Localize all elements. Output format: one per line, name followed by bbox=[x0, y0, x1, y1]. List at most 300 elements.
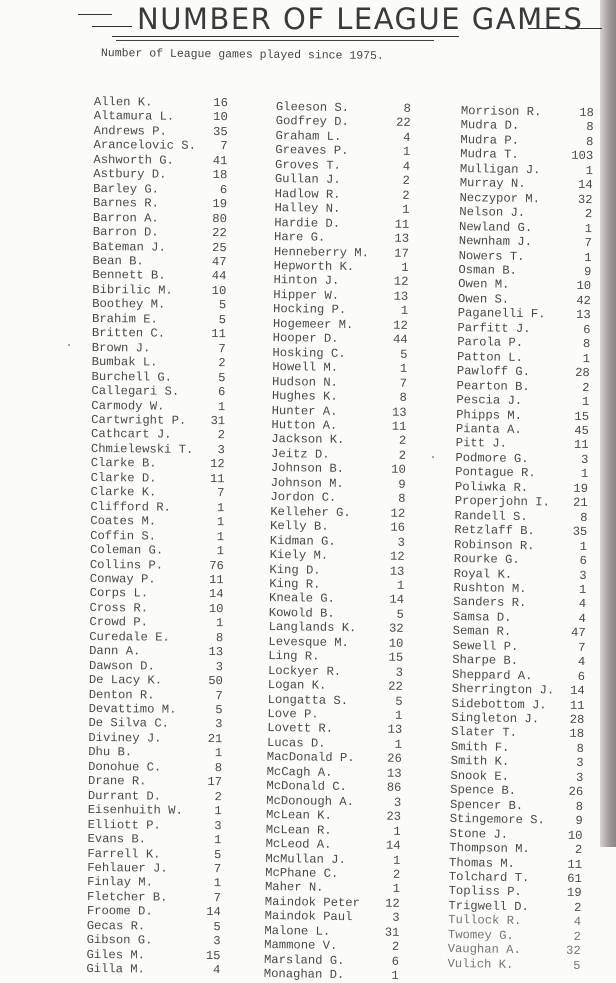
games-count: 22 bbox=[395, 116, 411, 131]
player-row bbox=[90, 586, 224, 602]
games-count: 2 bbox=[584, 207, 593, 222]
games-count: 80 bbox=[212, 211, 227, 226]
player-column-3 bbox=[447, 104, 594, 973]
games-count: 17 bbox=[207, 775, 223, 790]
games-count: 11 bbox=[209, 471, 225, 486]
player-name: Barnes R. bbox=[92, 196, 159, 211]
player-row bbox=[89, 615, 223, 631]
games-count: 12 bbox=[393, 275, 409, 290]
player-name: McLeod A. bbox=[265, 837, 332, 852]
games-count: 8 bbox=[585, 134, 594, 149]
games-count: 11 bbox=[211, 327, 226, 342]
games-count: 45 bbox=[574, 423, 589, 439]
player-name: Maindok Peter bbox=[264, 894, 360, 911]
player-name: Parola P. bbox=[457, 335, 524, 351]
player-row bbox=[87, 847, 221, 863]
games-count: 31 bbox=[210, 413, 226, 429]
player-row bbox=[88, 789, 222, 805]
games-count: 5 bbox=[218, 370, 226, 385]
games-count: 2 bbox=[574, 842, 583, 858]
games-count: 6 bbox=[218, 385, 226, 400]
games-count: 44 bbox=[392, 332, 408, 348]
player-name: Froome D. bbox=[86, 904, 153, 919]
player-row bbox=[92, 297, 226, 313]
games-count: 2 bbox=[573, 929, 582, 944]
games-count: 7 bbox=[399, 376, 408, 391]
player-row bbox=[93, 167, 227, 183]
player-name: Kelleher G. bbox=[270, 504, 351, 520]
games-count: 10 bbox=[388, 636, 404, 651]
player-name: Corps L. bbox=[89, 586, 149, 601]
player-name: Nelson J. bbox=[459, 205, 526, 221]
player-name: Crowd P. bbox=[89, 615, 148, 630]
games-count: 1 bbox=[585, 163, 594, 178]
page-subtitle: Number of League games played since 1975. bbox=[100, 47, 384, 63]
games-count: 13 bbox=[387, 723, 403, 738]
games-count: 32 bbox=[388, 621, 404, 637]
player-name: Cartwright P. bbox=[91, 412, 187, 428]
player-row bbox=[92, 326, 226, 342]
games-count: 19 bbox=[573, 481, 589, 496]
player-row bbox=[91, 456, 225, 472]
games-count: 18 bbox=[579, 105, 594, 121]
games-count: 8 bbox=[215, 630, 224, 645]
player-name: Mudra T. bbox=[460, 147, 519, 163]
games-count: 1 bbox=[216, 515, 225, 530]
player-name: Properjohn I. bbox=[454, 494, 550, 510]
player-name: King R. bbox=[269, 576, 321, 592]
games-count: 1 bbox=[399, 361, 408, 377]
games-count: 5 bbox=[213, 847, 222, 862]
player-name: Durrant D. bbox=[87, 788, 162, 804]
player-name: Hutton A. bbox=[271, 417, 338, 433]
player-name: Clarke D. bbox=[90, 470, 157, 486]
player-name: Twomey G. bbox=[447, 927, 514, 943]
player-name: Kidman G. bbox=[269, 533, 336, 549]
games-count: 50 bbox=[208, 674, 223, 689]
games-count: 14 bbox=[570, 683, 585, 699]
games-count: 10 bbox=[208, 601, 224, 617]
player-name: Boothey M. bbox=[92, 297, 166, 312]
player-name: Spence B. bbox=[450, 783, 517, 799]
player-name: Johnson M. bbox=[270, 475, 344, 491]
games-count: 8 bbox=[575, 799, 584, 814]
games-count: 9 bbox=[398, 477, 406, 492]
player-name: Robinson R. bbox=[453, 537, 535, 553]
games-count: 8 bbox=[576, 741, 584, 756]
player-name: Andrews P. bbox=[93, 123, 167, 139]
player-name: Newland G. bbox=[458, 219, 533, 235]
player-name: Neczypor M. bbox=[459, 190, 541, 206]
player-row bbox=[90, 485, 224, 501]
games-count: 3 bbox=[575, 770, 584, 785]
player-row bbox=[90, 557, 224, 573]
games-count: 1 bbox=[391, 968, 399, 983]
games-count: 1 bbox=[396, 578, 405, 593]
games-count: 5 bbox=[218, 298, 227, 313]
player-name: McDonald C. bbox=[266, 779, 347, 795]
player-name: Elliott P. bbox=[87, 817, 161, 833]
page-binding-shadow bbox=[600, 0, 616, 847]
games-count: 15 bbox=[574, 409, 590, 424]
games-count: 1 bbox=[580, 467, 589, 482]
player-name: Podmore G. bbox=[455, 450, 529, 466]
player-row bbox=[94, 109, 228, 125]
player-name: Monaghan D. bbox=[263, 967, 345, 983]
player-name: Singleton J. bbox=[451, 710, 540, 727]
games-count: 10 bbox=[567, 828, 583, 843]
player-name: Drane R. bbox=[87, 774, 147, 789]
player-row bbox=[86, 948, 220, 964]
player-row bbox=[89, 673, 223, 689]
games-count: 1 bbox=[584, 221, 593, 236]
player-name: Love P. bbox=[267, 706, 319, 722]
games-count: 11 bbox=[569, 698, 585, 713]
player-name: Collins P. bbox=[89, 557, 164, 573]
player-name: Groves T. bbox=[274, 157, 342, 173]
player-name: Vulich K. bbox=[447, 956, 514, 972]
games-count: 7 bbox=[215, 688, 223, 703]
player-row bbox=[93, 225, 227, 241]
games-count: 1 bbox=[582, 351, 591, 366]
games-count: 14 bbox=[577, 178, 593, 193]
games-count: 13 bbox=[208, 645, 224, 660]
games-count: 1 bbox=[392, 853, 401, 868]
player-name: Nowers T. bbox=[458, 248, 525, 264]
player-row bbox=[93, 138, 227, 154]
player-name: Stingemore S. bbox=[449, 812, 545, 828]
player-row bbox=[89, 644, 223, 660]
games-count: 4 bbox=[577, 655, 586, 670]
player-name: Snook E. bbox=[450, 768, 510, 784]
games-count: 61 bbox=[567, 871, 582, 887]
player-name: Sidebottom J. bbox=[451, 696, 547, 712]
player-name: Mudra D. bbox=[460, 118, 520, 134]
player-name: Evans B. bbox=[87, 832, 147, 847]
games-count: 9 bbox=[575, 814, 583, 829]
player-name: Langlands K. bbox=[268, 620, 357, 636]
title-rule-left bbox=[78, 14, 112, 15]
games-count: 19 bbox=[566, 886, 582, 901]
player-name: Bibrilic M. bbox=[92, 282, 173, 298]
games-count: 3 bbox=[576, 756, 584, 771]
player-row bbox=[92, 283, 226, 299]
games-count: 8 bbox=[582, 337, 591, 352]
games-count: 18 bbox=[212, 168, 228, 183]
player-name: King D. bbox=[269, 562, 321, 578]
games-count: 32 bbox=[565, 944, 581, 959]
player-name: MacDonald P. bbox=[266, 750, 355, 766]
player-row bbox=[88, 716, 222, 732]
games-count: 3 bbox=[579, 568, 587, 583]
games-count: 13 bbox=[393, 289, 409, 304]
player-row bbox=[91, 384, 225, 400]
games-count: 16 bbox=[213, 96, 228, 111]
player-name: Longatta S. bbox=[267, 692, 349, 708]
games-count: 8 bbox=[214, 760, 223, 775]
player-row bbox=[93, 182, 227, 198]
player-name: Spencer B. bbox=[449, 797, 524, 813]
title-block bbox=[0, 2, 616, 46]
player-name: Retzlaff B. bbox=[454, 523, 535, 539]
player-name: Giles M. bbox=[86, 947, 146, 963]
games-count: 8 bbox=[398, 491, 406, 507]
player-name: Greaves P. bbox=[275, 143, 349, 159]
player-name: Rushton M. bbox=[453, 580, 527, 597]
player-row bbox=[89, 688, 223, 704]
player-name: Smith K. bbox=[450, 754, 510, 770]
player-name: Ling R. bbox=[268, 649, 320, 664]
player-name: De Silva C. bbox=[88, 716, 170, 732]
player-name: Clarke B. bbox=[90, 456, 157, 471]
player-name: Clifford R. bbox=[90, 499, 171, 515]
games-count: 3 bbox=[215, 717, 223, 732]
player-name: Sherrington J. bbox=[451, 682, 555, 698]
games-count: 26 bbox=[387, 752, 402, 767]
player-name: Chmielewski T. bbox=[90, 441, 194, 457]
games-count: 12 bbox=[393, 318, 408, 333]
player-row bbox=[90, 500, 224, 516]
player-name: Stone J. bbox=[449, 826, 509, 842]
games-count: 5 bbox=[218, 312, 227, 327]
games-count: 3 bbox=[214, 818, 222, 833]
player-name: Thompson M. bbox=[449, 841, 530, 857]
player-name: Coffin S. bbox=[90, 528, 157, 544]
games-count: 21 bbox=[572, 496, 588, 511]
games-count: 76 bbox=[209, 558, 224, 573]
games-count: 2 bbox=[582, 380, 590, 395]
player-name: Devattimo M. bbox=[88, 702, 177, 717]
player-row bbox=[90, 529, 224, 545]
title-rule-left-lower bbox=[92, 26, 132, 27]
player-row bbox=[88, 745, 222, 761]
games-count: 6 bbox=[577, 669, 586, 684]
player-name: Brahim E. bbox=[91, 311, 158, 327]
player-row bbox=[264, 967, 399, 983]
title-underline bbox=[112, 36, 459, 37]
player-name: Lucas D. bbox=[266, 735, 326, 751]
player-name: Topliss P. bbox=[448, 884, 522, 900]
player-name: Ashworth G. bbox=[93, 152, 174, 168]
games-count: 11 bbox=[209, 572, 224, 588]
games-count: 1 bbox=[579, 539, 588, 554]
player-name: Hadlow R. bbox=[274, 186, 341, 202]
games-count: 5 bbox=[215, 703, 223, 718]
games-count: 2 bbox=[391, 939, 400, 955]
games-count: 18 bbox=[569, 727, 585, 742]
player-row bbox=[90, 572, 224, 588]
games-count: 12 bbox=[389, 549, 405, 564]
player-name: Pearton B. bbox=[456, 378, 530, 394]
player-name: Morrison R. bbox=[460, 104, 542, 120]
player-name: McMullan J. bbox=[265, 851, 346, 867]
games-count: 3 bbox=[395, 665, 404, 680]
player-row bbox=[94, 124, 228, 140]
player-row bbox=[89, 630, 223, 646]
games-count: 5 bbox=[395, 694, 403, 709]
player-row bbox=[92, 254, 226, 270]
games-count: 5 bbox=[213, 919, 221, 934]
title-underline-second bbox=[116, 40, 434, 41]
player-row bbox=[87, 904, 221, 920]
games-count: 7 bbox=[213, 862, 222, 877]
player-name: Halley N. bbox=[274, 201, 341, 217]
player-row bbox=[93, 211, 227, 227]
player-name: Hipper W. bbox=[273, 287, 340, 303]
games-count: 3 bbox=[217, 442, 225, 458]
player-row bbox=[88, 803, 222, 819]
games-count: 41 bbox=[212, 153, 228, 168]
player-row bbox=[92, 341, 226, 357]
games-count: 1 bbox=[213, 876, 222, 891]
games-count: 4 bbox=[212, 963, 221, 978]
player-name: Owen S. bbox=[457, 291, 510, 307]
player-name: Gullan J. bbox=[274, 172, 341, 188]
games-count: 28 bbox=[569, 712, 585, 728]
games-count: 2 bbox=[398, 434, 407, 449]
player-row bbox=[89, 601, 223, 617]
games-count: 14 bbox=[389, 593, 405, 608]
games-count: 28 bbox=[575, 365, 590, 381]
player-name: Coleman G. bbox=[89, 543, 164, 558]
games-count: 22 bbox=[388, 679, 403, 694]
player-name: Brown J. bbox=[91, 340, 151, 356]
stray-mark bbox=[432, 456, 434, 458]
games-count: 6 bbox=[583, 322, 591, 337]
player-name: Callegari S. bbox=[91, 384, 180, 399]
player-name: Kneale G. bbox=[268, 591, 335, 607]
player-name: Newnham J. bbox=[458, 234, 533, 250]
player-name: Johnson B. bbox=[270, 461, 345, 477]
player-name: Hudson N. bbox=[271, 374, 338, 390]
games-count: 4 bbox=[402, 159, 411, 174]
games-count: 2 bbox=[218, 356, 226, 371]
player-name: De Lacy K. bbox=[88, 673, 163, 688]
games-count: 14 bbox=[206, 905, 221, 920]
player-name: Graham L. bbox=[275, 128, 342, 144]
player-name: Seman R. bbox=[452, 624, 512, 640]
player-row bbox=[91, 399, 225, 415]
player-name: Bateman J. bbox=[92, 239, 166, 255]
games-count: 2 bbox=[217, 428, 226, 443]
games-count: 1 bbox=[402, 145, 411, 160]
games-count: 86 bbox=[386, 780, 402, 796]
title-rule-right bbox=[528, 28, 602, 29]
games-count: 1 bbox=[581, 395, 590, 410]
player-name: Hardie D. bbox=[274, 215, 341, 231]
games-count: 5 bbox=[573, 958, 581, 973]
games-count: 1 bbox=[217, 500, 225, 515]
games-count: 1 bbox=[216, 544, 225, 559]
games-count: 1 bbox=[394, 708, 403, 723]
games-count: 12 bbox=[390, 506, 406, 521]
games-count: 10 bbox=[213, 110, 228, 125]
player-name: Hocking P. bbox=[272, 302, 347, 318]
player-name: Vaughan A. bbox=[447, 942, 521, 958]
player-name: Dawson D. bbox=[88, 658, 155, 674]
games-count: 11 bbox=[567, 857, 583, 872]
player-name: Hinton J. bbox=[273, 273, 340, 289]
games-count: 11 bbox=[573, 438, 589, 453]
player-row bbox=[92, 312, 226, 328]
player-name: Rourke G. bbox=[453, 551, 520, 568]
player-name: Mudra P. bbox=[460, 132, 520, 148]
games-count: 35 bbox=[212, 124, 228, 140]
player-row bbox=[91, 413, 225, 429]
player-name: Slater T. bbox=[451, 725, 518, 741]
player-name: Hepworth K. bbox=[273, 258, 355, 275]
games-count: 15 bbox=[205, 948, 221, 963]
player-row bbox=[89, 659, 223, 675]
games-count: 7 bbox=[213, 890, 222, 906]
games-count: 16 bbox=[390, 520, 406, 535]
player-name: Jackson K. bbox=[271, 432, 345, 448]
player-name: Hooper D. bbox=[272, 331, 339, 347]
games-count: 8 bbox=[586, 120, 594, 135]
player-name: Cathcart J. bbox=[90, 427, 172, 443]
games-count: 7 bbox=[578, 640, 586, 655]
games-count: 1 bbox=[400, 304, 409, 319]
player-row bbox=[93, 196, 227, 212]
games-count: 1 bbox=[214, 833, 222, 848]
games-count: 19 bbox=[212, 197, 228, 212]
games-count: 8 bbox=[399, 390, 407, 405]
player-name: Carmody W. bbox=[91, 398, 165, 414]
games-count: 3 bbox=[393, 795, 402, 810]
games-count: 15 bbox=[388, 650, 404, 666]
player-name: Kelly B. bbox=[269, 519, 329, 534]
games-count: 26 bbox=[568, 785, 584, 800]
player-name: Henneberry M. bbox=[273, 244, 370, 260]
player-name: Coates M. bbox=[90, 514, 157, 529]
games-count: 47 bbox=[570, 626, 586, 641]
player-name: Tullock R. bbox=[448, 913, 522, 929]
player-name: Farrell K. bbox=[87, 846, 161, 862]
player-row bbox=[88, 731, 222, 747]
games-count: 5 bbox=[396, 607, 404, 622]
games-count: 5 bbox=[400, 347, 408, 362]
games-count: 1 bbox=[401, 260, 409, 275]
games-count: 1 bbox=[214, 804, 222, 819]
player-name: Pianta A. bbox=[455, 421, 522, 437]
games-count: 2 bbox=[402, 188, 410, 203]
games-count: 21 bbox=[207, 731, 223, 747]
player-name: McDonough A. bbox=[266, 793, 355, 809]
games-count: 10 bbox=[211, 283, 227, 299]
player-name: Samsa D. bbox=[452, 609, 512, 625]
games-count: 7 bbox=[217, 486, 225, 501]
player-row bbox=[92, 355, 226, 371]
player-row bbox=[91, 471, 225, 487]
player-name: McCagh A. bbox=[266, 764, 333, 780]
games-count: 47 bbox=[211, 255, 227, 270]
player-name: Royal K. bbox=[453, 566, 513, 582]
games-count: 2 bbox=[573, 900, 582, 915]
player-row bbox=[88, 818, 222, 834]
games-count: 44 bbox=[211, 269, 227, 284]
games-count: 11 bbox=[394, 217, 410, 232]
player-name: Bean B. bbox=[92, 253, 144, 269]
player-name: Allen K. bbox=[93, 95, 153, 110]
player-name: Curedale E. bbox=[89, 629, 170, 645]
games-count: 3 bbox=[580, 452, 589, 467]
player-name: Lockyer R. bbox=[267, 663, 342, 679]
games-count: 13 bbox=[391, 405, 407, 420]
games-count: 23 bbox=[386, 809, 402, 825]
games-count: 8 bbox=[403, 101, 411, 116]
games-count: 14 bbox=[385, 838, 401, 853]
player-name: Gibson G. bbox=[86, 933, 153, 948]
